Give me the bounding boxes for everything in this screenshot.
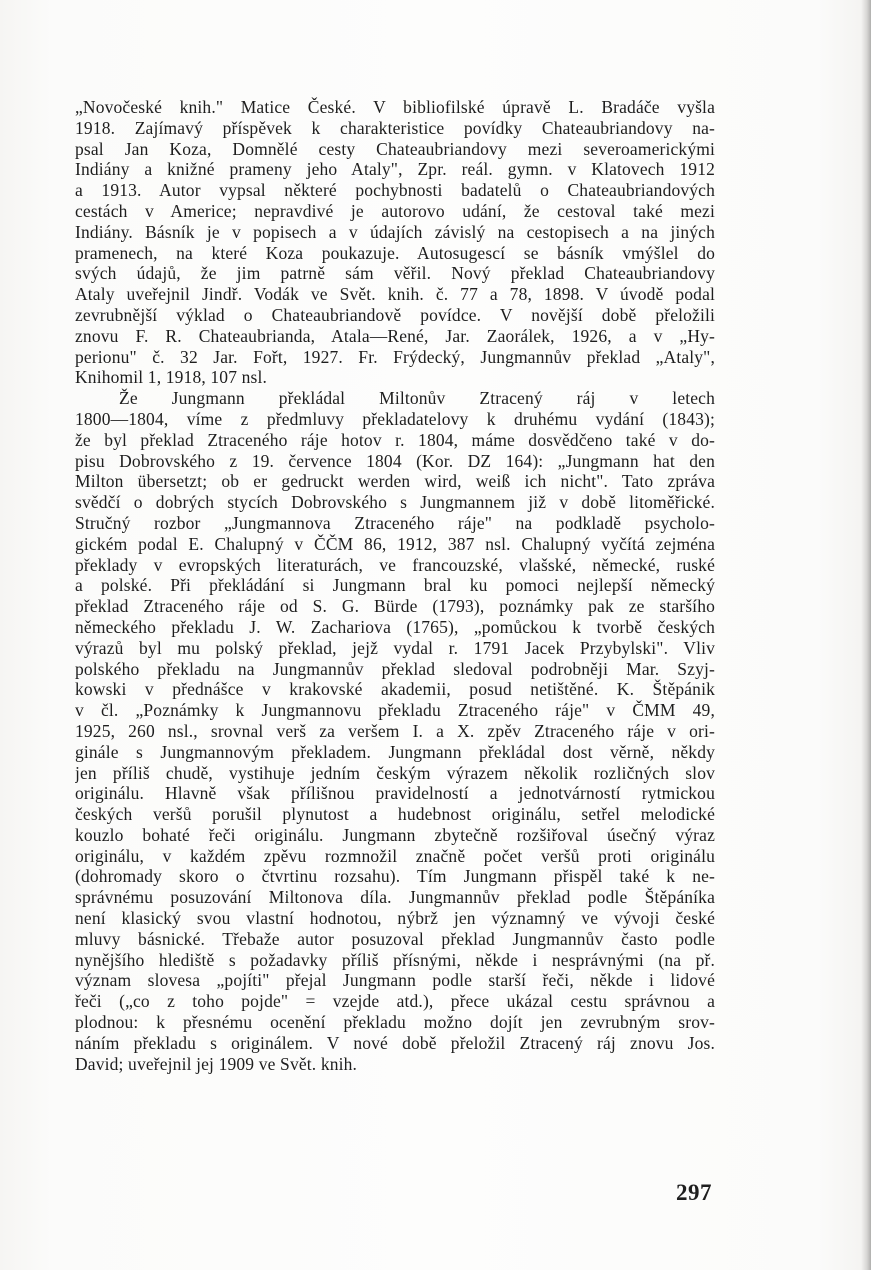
page-number: 297 — [676, 1180, 712, 1205]
text-line: zevrubnější výklad o Chateaubriandově povídce. V novější době přeložili — [75, 304, 715, 325]
text-line: řeči („co z toho pojde" = vzejde atd.), přece ukázal cestu správnou a — [75, 991, 715, 1012]
text-line: David; uveřejnil jej 1909 ve Svět. knih. — [75, 1053, 358, 1074]
text-line: 1918. Zajímavý příspěvek k charakteristice povídky Chateaubriandovy na- — [75, 117, 715, 138]
text-line: a 1913. Autor vypsal některé pochybnosti badatelů o Chateaubriandových — [75, 180, 715, 201]
text-line: mluvy básnické. Třebaže autor posuzoval překlad Jungmannův často podle — [75, 928, 715, 949]
text-line: že byl překlad Ztraceného ráje hotov r. 1804, máme dosvědčeno také v do- — [75, 429, 715, 450]
text-line: „Novočeské knih." Matice České. V bibliofilské úpravě L. Bradáče vyšla — [75, 97, 715, 117]
text-line: ginále s Jungmannovým překladem. Jungmann překládal dost věrně, někdy — [75, 741, 715, 762]
text-line: svědčí o dobrých stycích Dobrovského s Jungmannem již v době litoměřické. — [75, 492, 715, 513]
text-line: není klasický svou vlastní hodnotou, nýbrž jen významný ve vývoji české — [75, 908, 715, 929]
text-line: pramenech, na které Koza poukazuje. Autosugescí se básník vmýšlel do — [75, 242, 715, 263]
text-line: kowski v přednášce v krakovské akademii, posud netištěné. K. Štěpánik — [75, 679, 715, 700]
text-line: Knihomil 1, 1918, 107 nsl. — [75, 367, 268, 388]
text-line: Indiány. Básník je v popisech a v údajích závislý na cestopisech a na jiných — [75, 221, 715, 242]
text-line: nynějšího hlediště s požadavky příliš přísnými, někde i nesprávnými (na př. — [75, 949, 715, 970]
text-line: výrazů byl mu polský překlad, jejž vydal r. 1791 Jacek Przybylski". Vliv — [75, 637, 715, 658]
text-line: polského překladu na Jungmannův překlad sledoval podrobněji Mar. Szyj- — [75, 658, 715, 679]
text-line: (dohromady skoro o čtvrtinu rozsahu). Tím Jungmann přispěl také k ne- — [75, 866, 715, 887]
text-line: Milton übersetzt; ob er gedruckt werden wird, weiß ich nicht". Tato zpráva — [75, 471, 715, 492]
text-line: jen příliš chudě, vystihuje jedním českým výrazem několik rozličných slov — [75, 762, 715, 783]
page-edge-shadow — [861, 0, 871, 1270]
text-line: německého překladu J. W. Zachariova (1765), „pomůckou k tvorbě českých — [75, 616, 715, 637]
text-line: 1925, 260 nsl., srovnal verš za veršem I. a X. zpěv Ztraceného ráje v ori- — [75, 720, 715, 741]
text-line: psal Jan Koza, Domnělé cesty Chateaubriandovy mezi severoamerickými — [75, 138, 715, 159]
text-line: svých údajů, že jim patrně sám věřil. Nový překlad Chateaubriandovy — [75, 263, 715, 284]
text-line: překlad Ztraceného ráje od S. G. Bürde (1793), poznámky pak ze staršího — [75, 596, 715, 617]
text-line: 1800—1804, víme z předmluvy překladatelovy k druhému vydání (1843); — [75, 408, 715, 429]
text-line: v čl. „Poznámky k Jungmannovu překladu Ztraceného ráje" v ČMM 49, — [75, 700, 715, 721]
text-line: cestách v Americe; nepravdivé je autorovo udání, že cestoval také mezi — [75, 200, 715, 221]
text-line: perionu" č. 32 Jar. Fořt, 1927. Fr. Frýdecký, Jungmannův překlad „Ataly", — [75, 346, 715, 367]
text-line: pisu Dobrovského z 19. července 1804 (Kor. DZ 164): „Jungmann hat den — [75, 450, 715, 471]
text-line: a polské. Při překládání si Jungmann bral ku pomoci nejlepší německý — [75, 575, 715, 596]
text-line: náním překladu s originálem. V nové době přeložil Ztracený ráj znovu Jos. — [75, 1032, 715, 1053]
text-line: kouzlo bohaté řeči originálu. Jungmann zbytečně rozšiřoval úsečný výraz — [75, 824, 715, 845]
text-line: plodnou: k přesnému ocenění překladu možno dojít jen zevrubným srov- — [75, 1012, 715, 1033]
text-line: Stručný rozbor „Jungmannova Ztraceného ráje" na podkladě psycholo- — [75, 512, 715, 533]
text-line: gickém podal E. Chalupný v ČČM 86, 1912, 387 nsl. Chalupný vyčítá zejména — [75, 533, 715, 554]
text-line: správnému posuzování Miltonova díla. Jungmannův překlad podle Štěpáníka — [75, 887, 715, 908]
body-text — [75, 97, 715, 1074]
text-line: originálu, v každém zpěvu rozmnožil značně počet veršů proti originálu — [75, 845, 715, 866]
text-line: znovu F. R. Chateaubrianda, Atala—René, Jar. Zaorálek, 1926, a v „Hy- — [75, 325, 715, 346]
text-line: originálu. Hlavně však přílišnou pravidelností a jednotvárností rytmickou — [75, 783, 715, 804]
text-line: českých veršů porušil plynutost a hudebnost originálu, setřel melodické — [75, 804, 715, 825]
text-line: význam slovesa „pojíti" přejal Jungmann podle starší řeči, někde i lidové — [75, 970, 715, 991]
text-line: Ataly uveřejnil Jindř. Vodák ve Svět. knih. č. 77 a 78, 1898. V úvodě podal — [75, 284, 715, 305]
text-line: Že Jungmann překládal Miltonův Ztracený ráj v letech — [119, 388, 715, 409]
text-line: Indiány a knižné prameny jeho Ataly", Zpr. reál. gymn. v Klatovech 1912 — [75, 159, 715, 180]
text-line: překlady v evropských literaturách, ve francouzské, vlašské, německé, ruské — [75, 554, 715, 575]
